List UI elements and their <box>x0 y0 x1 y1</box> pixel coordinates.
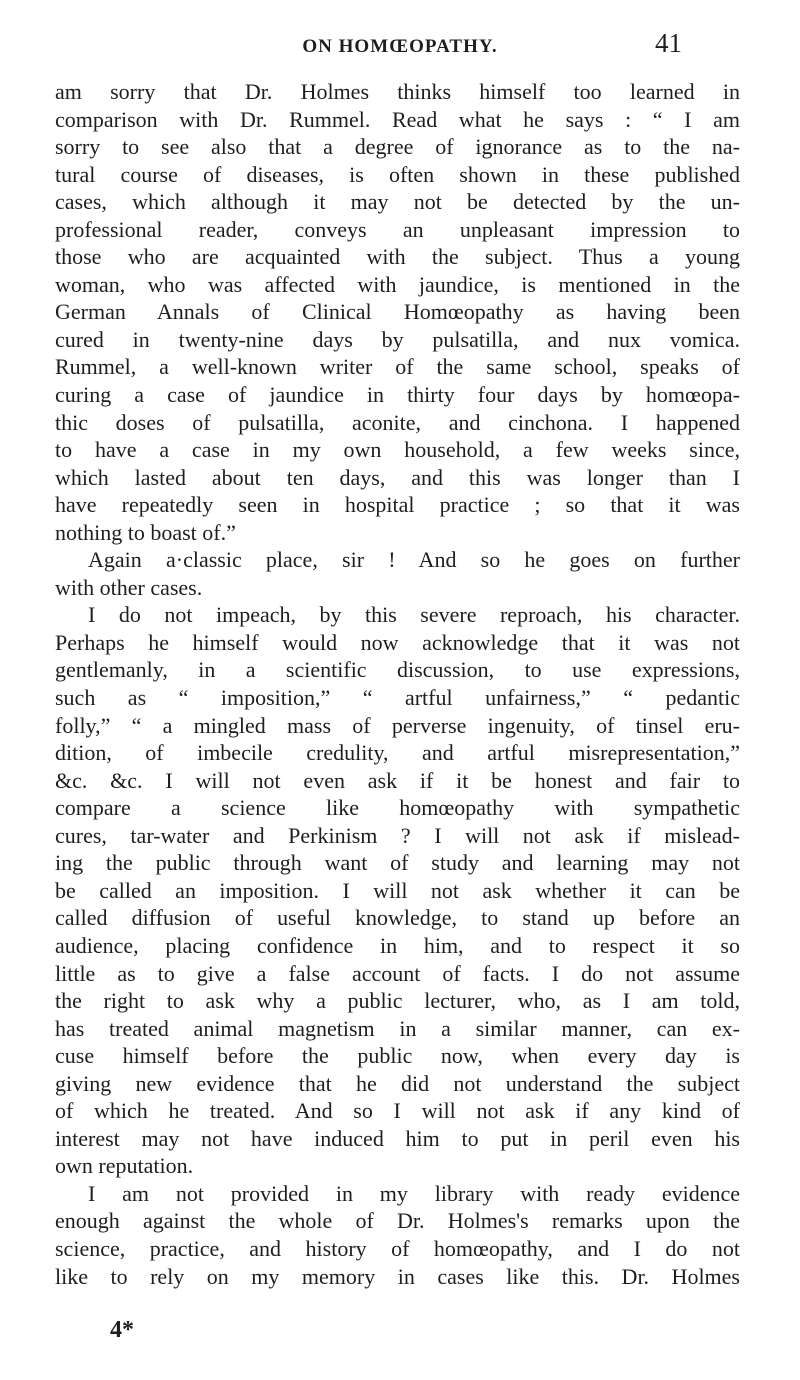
running-head <box>0 26 800 66</box>
text-line: enough against the whole of Dr. Holmes's remarks upon the <box>55 1208 740 1234</box>
text-line: Again a·classic place, sir ! And so he goes on further <box>88 547 740 573</box>
text-line: Rummel, a well-known writer of the same school, speaks of <box>55 354 740 380</box>
text-line: of which he treated. And so I will not ask if any kind of <box>55 1098 740 1124</box>
text-line: called diffusion of useful knowledge, to stand up before an <box>55 905 740 931</box>
text-line: ing the public through want of study and learning may not <box>55 850 740 876</box>
text-line: little as to give a false account of facts. I do not assume <box>55 960 740 986</box>
page-number: 41 <box>655 28 682 58</box>
text-line: cuse himself before the public now, when every day is <box>55 1043 740 1069</box>
text-line: I do not impeach, by this severe reproach, his character. <box>88 602 740 628</box>
text-line: such as “ imposition,” “ artful unfairness,” “ pedantic <box>55 685 740 711</box>
text-line: &c. &c. I will not even ask if it be honest and fair to <box>55 767 740 793</box>
text-line: thic doses of pulsatilla, aconite, and cinchona. I happened <box>55 409 740 435</box>
text-line: nothing to boast of.” <box>55 519 236 545</box>
text-line: cases, which although it may not be detected by the un- <box>55 189 740 215</box>
text-line: dition, of imbecile credulity, and artful misrepresentation,” <box>55 740 740 766</box>
text-line: audience, placing confidence in him, and to respect it so <box>55 932 740 958</box>
text-line: with other cases. <box>55 574 203 600</box>
text-line: folly,” “ a mingled mass of perverse ingenuity, of tinsel eru- <box>55 712 740 738</box>
text-line: be called an imposition. I will not ask whether it can be <box>55 877 740 903</box>
text-line: professional reader, conveys an unpleasant impression to <box>55 216 740 242</box>
text-line: the right to ask why a public lecturer, who, as I am told, <box>55 988 740 1014</box>
text-line: to have a case in my own household, a few weeks since, <box>55 437 740 463</box>
text-line: those who are acquainted with the subject. Thus a young <box>55 244 740 270</box>
signature-mark: 4* <box>110 1317 134 1343</box>
text-line: interest may not have induced him to put in peril even his <box>55 1125 740 1151</box>
text-line: am sorry that Dr. Holmes thinks himself too learned in <box>55 79 740 104</box>
text-line: cures, tar-water and Perkinism ? I will not ask if mislead- <box>55 822 740 848</box>
text-line: tural course of diseases, is often shown in these published <box>55 161 740 187</box>
text-line: gentlemanly, in a scientific discussion, to use expressions, <box>55 657 740 683</box>
text-line: comparison with Dr. Rummel. Read what he says : “ I am <box>55 106 740 132</box>
text-line: own reputation. <box>55 1153 194 1179</box>
text-line: have repeatedly seen in hospital practice ; so that it was <box>55 492 740 518</box>
text-line: Perhaps he himself would now acknowledge that it was not <box>55 629 740 655</box>
running-title: ON HOMŒOPATHY. <box>302 36 498 57</box>
text-line: cured in twenty-nine days by pulsatilla, and nux vomica. <box>55 326 740 352</box>
text-line: sorry to see also that a degree of ignorance as to the na- <box>55 134 740 160</box>
text-line: German Annals of Clinical Homœopathy as having been <box>55 299 740 325</box>
body-text <box>55 78 740 1290</box>
text-line: which lasted about ten days, and this was longer than I <box>55 464 740 490</box>
text-line: curing a case of jaundice in thirty four days by homœopa- <box>55 382 740 408</box>
text-line: compare a science like homœopathy with sympathetic <box>55 795 740 821</box>
text-line: giving new evidence that he did not understand the subject <box>55 1070 740 1096</box>
text-line: woman, who was affected with jaundice, is mentioned in the <box>55 271 740 297</box>
text-line: I am not provided in my library with ready evidence <box>88 1180 740 1206</box>
text-line: has treated animal magnetism in a similar manner, can ex- <box>55 1015 740 1041</box>
text-line: science, practice, and history of homœopathy, and I do not <box>55 1235 740 1261</box>
text-line: like to rely on my memory in cases like this. Dr. Holmes <box>55 1263 740 1289</box>
